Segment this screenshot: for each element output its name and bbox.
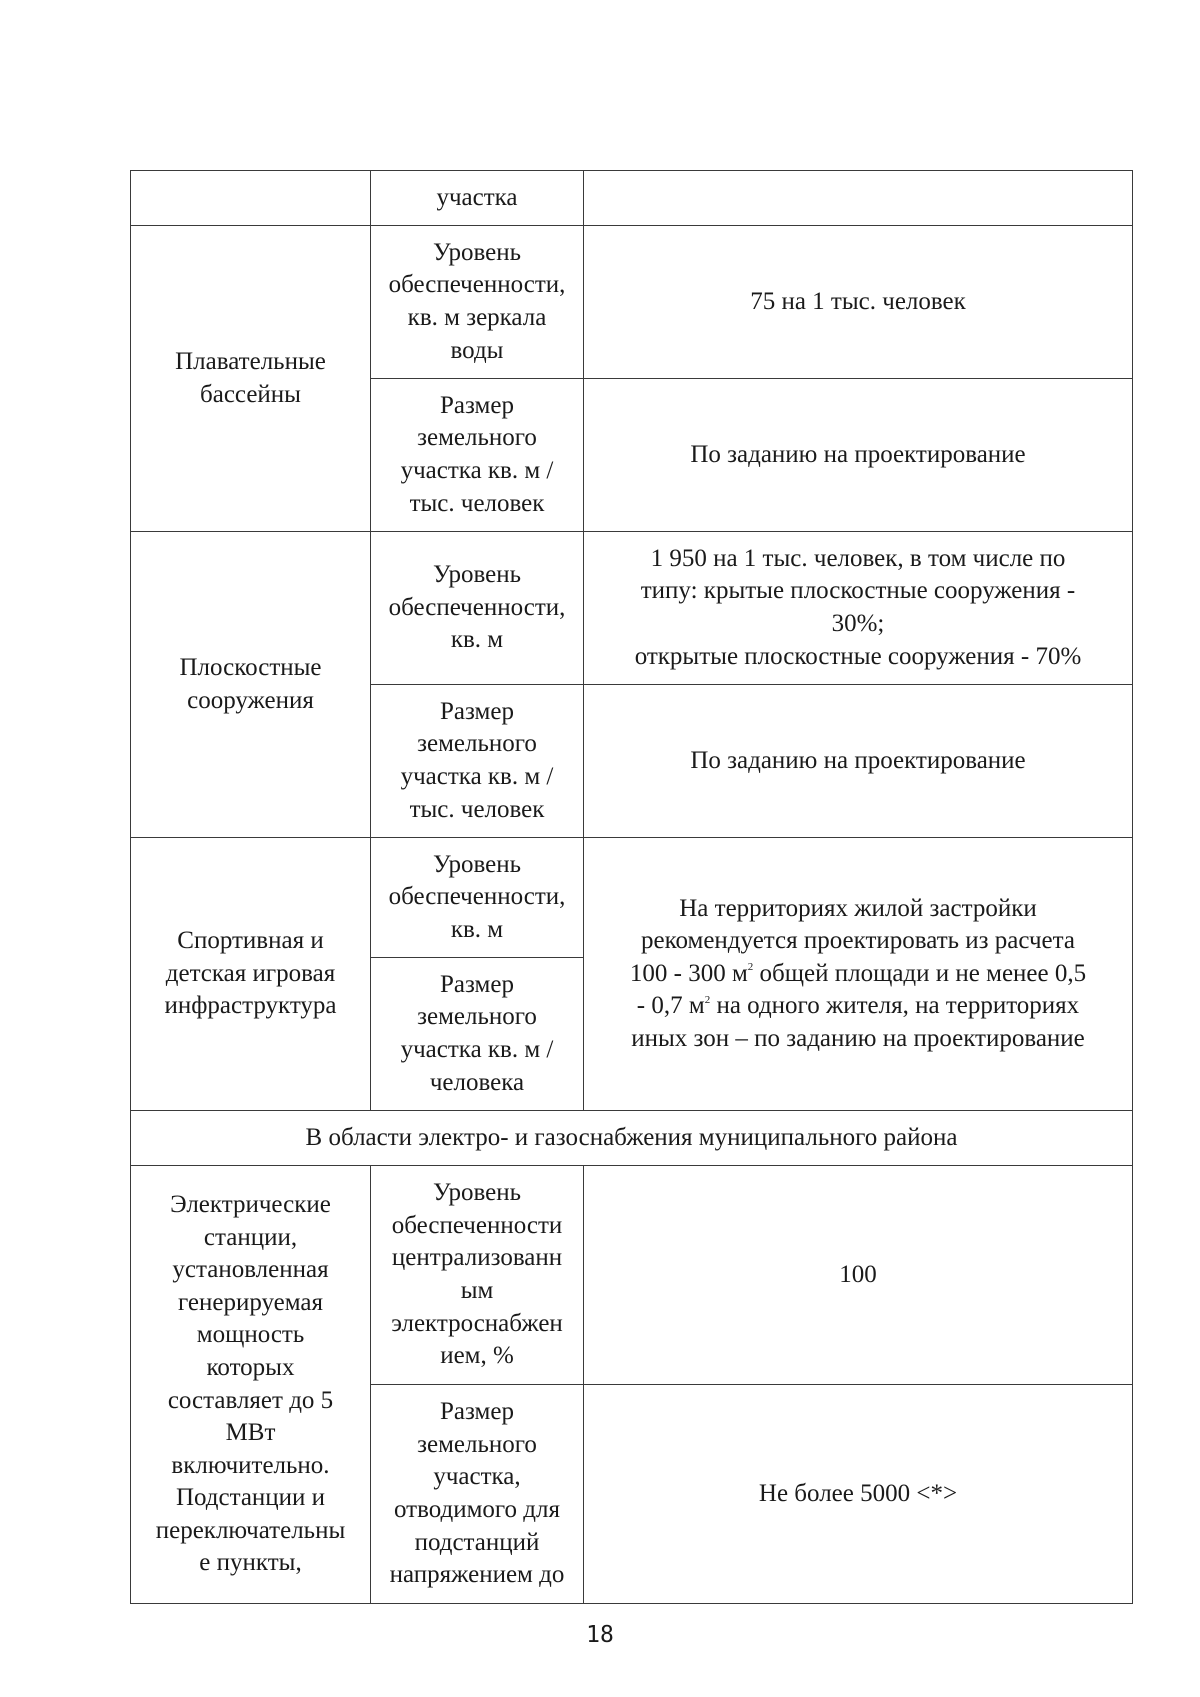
indicator-cell: Уровень обеспеченности, кв. м зеркала воды [371,226,584,379]
value-cell: 1 950 на 1 тыс. человек, в том числе по типу: крытые плоскостные сооружения - 30%; открытые плоскостные сооружения - 70% [584,532,1133,685]
table-cell-empty [584,171,1133,226]
table-row [131,1166,1133,1385]
page-number: 18 [586,1622,614,1648]
table-row [131,532,1133,685]
facility-name-cell: Плоскостные сооружения [131,532,371,838]
facility-name-cell: Электрические станции, установленная генерируемая мощность которых составляет до 5 МВт включительно. Подстанции и переключательны е пункты, [131,1166,371,1604]
facility-name-cell: Спортивная и детская игровая инфраструктура [131,838,371,1111]
norms-table [130,170,1133,1604]
table-row [131,226,1133,379]
indicator-cell: Размер земельного участка кв. м / тыс. человек [371,685,584,838]
section-header-row [131,1111,1133,1166]
indicator-cell: Уровень обеспеченности, кв. м [371,532,584,685]
indicator-cell: Размер земельного участка, отводимого для подстанций напряжением до [371,1385,584,1604]
value-cell: Не более 5000 <*> [584,1385,1133,1604]
section-title-cell: В области электро- и газоснабжения муниципального района [131,1111,1133,1166]
value-cell: 100 [584,1166,1133,1385]
table-cell-empty [131,171,371,226]
value-cell: По заданию на проектирование [584,379,1133,532]
facility-name-cell: Плавательные бассейны [131,226,371,532]
indicator-cell: Размер земельного участка кв. м / человека [371,958,584,1111]
value-cell: На территориях жилой застройки рекомендуется проектировать из расчета 100 - 300 $м^2$ общей площади и не менее 0,5 - 0,7 $м^2$ на одного жителя, на территориях иных зон – по заданию на проектирование [584,838,1133,1111]
indicator-cell: Уровень обеспеченности централизованн ым электроснабжен ием, % [371,1166,584,1385]
indicator-cell: Уровень обеспеченности, кв. м [371,838,584,958]
value-cell: 75 на 1 тыс. человек [584,226,1133,379]
indicator-cell: Размер земельного участка кв. м / тыс. человек [371,379,584,532]
table-row [131,838,1133,958]
value-cell: По заданию на проектирование [584,685,1133,838]
table-cell: участка [371,171,584,226]
table-row [131,171,1133,226]
